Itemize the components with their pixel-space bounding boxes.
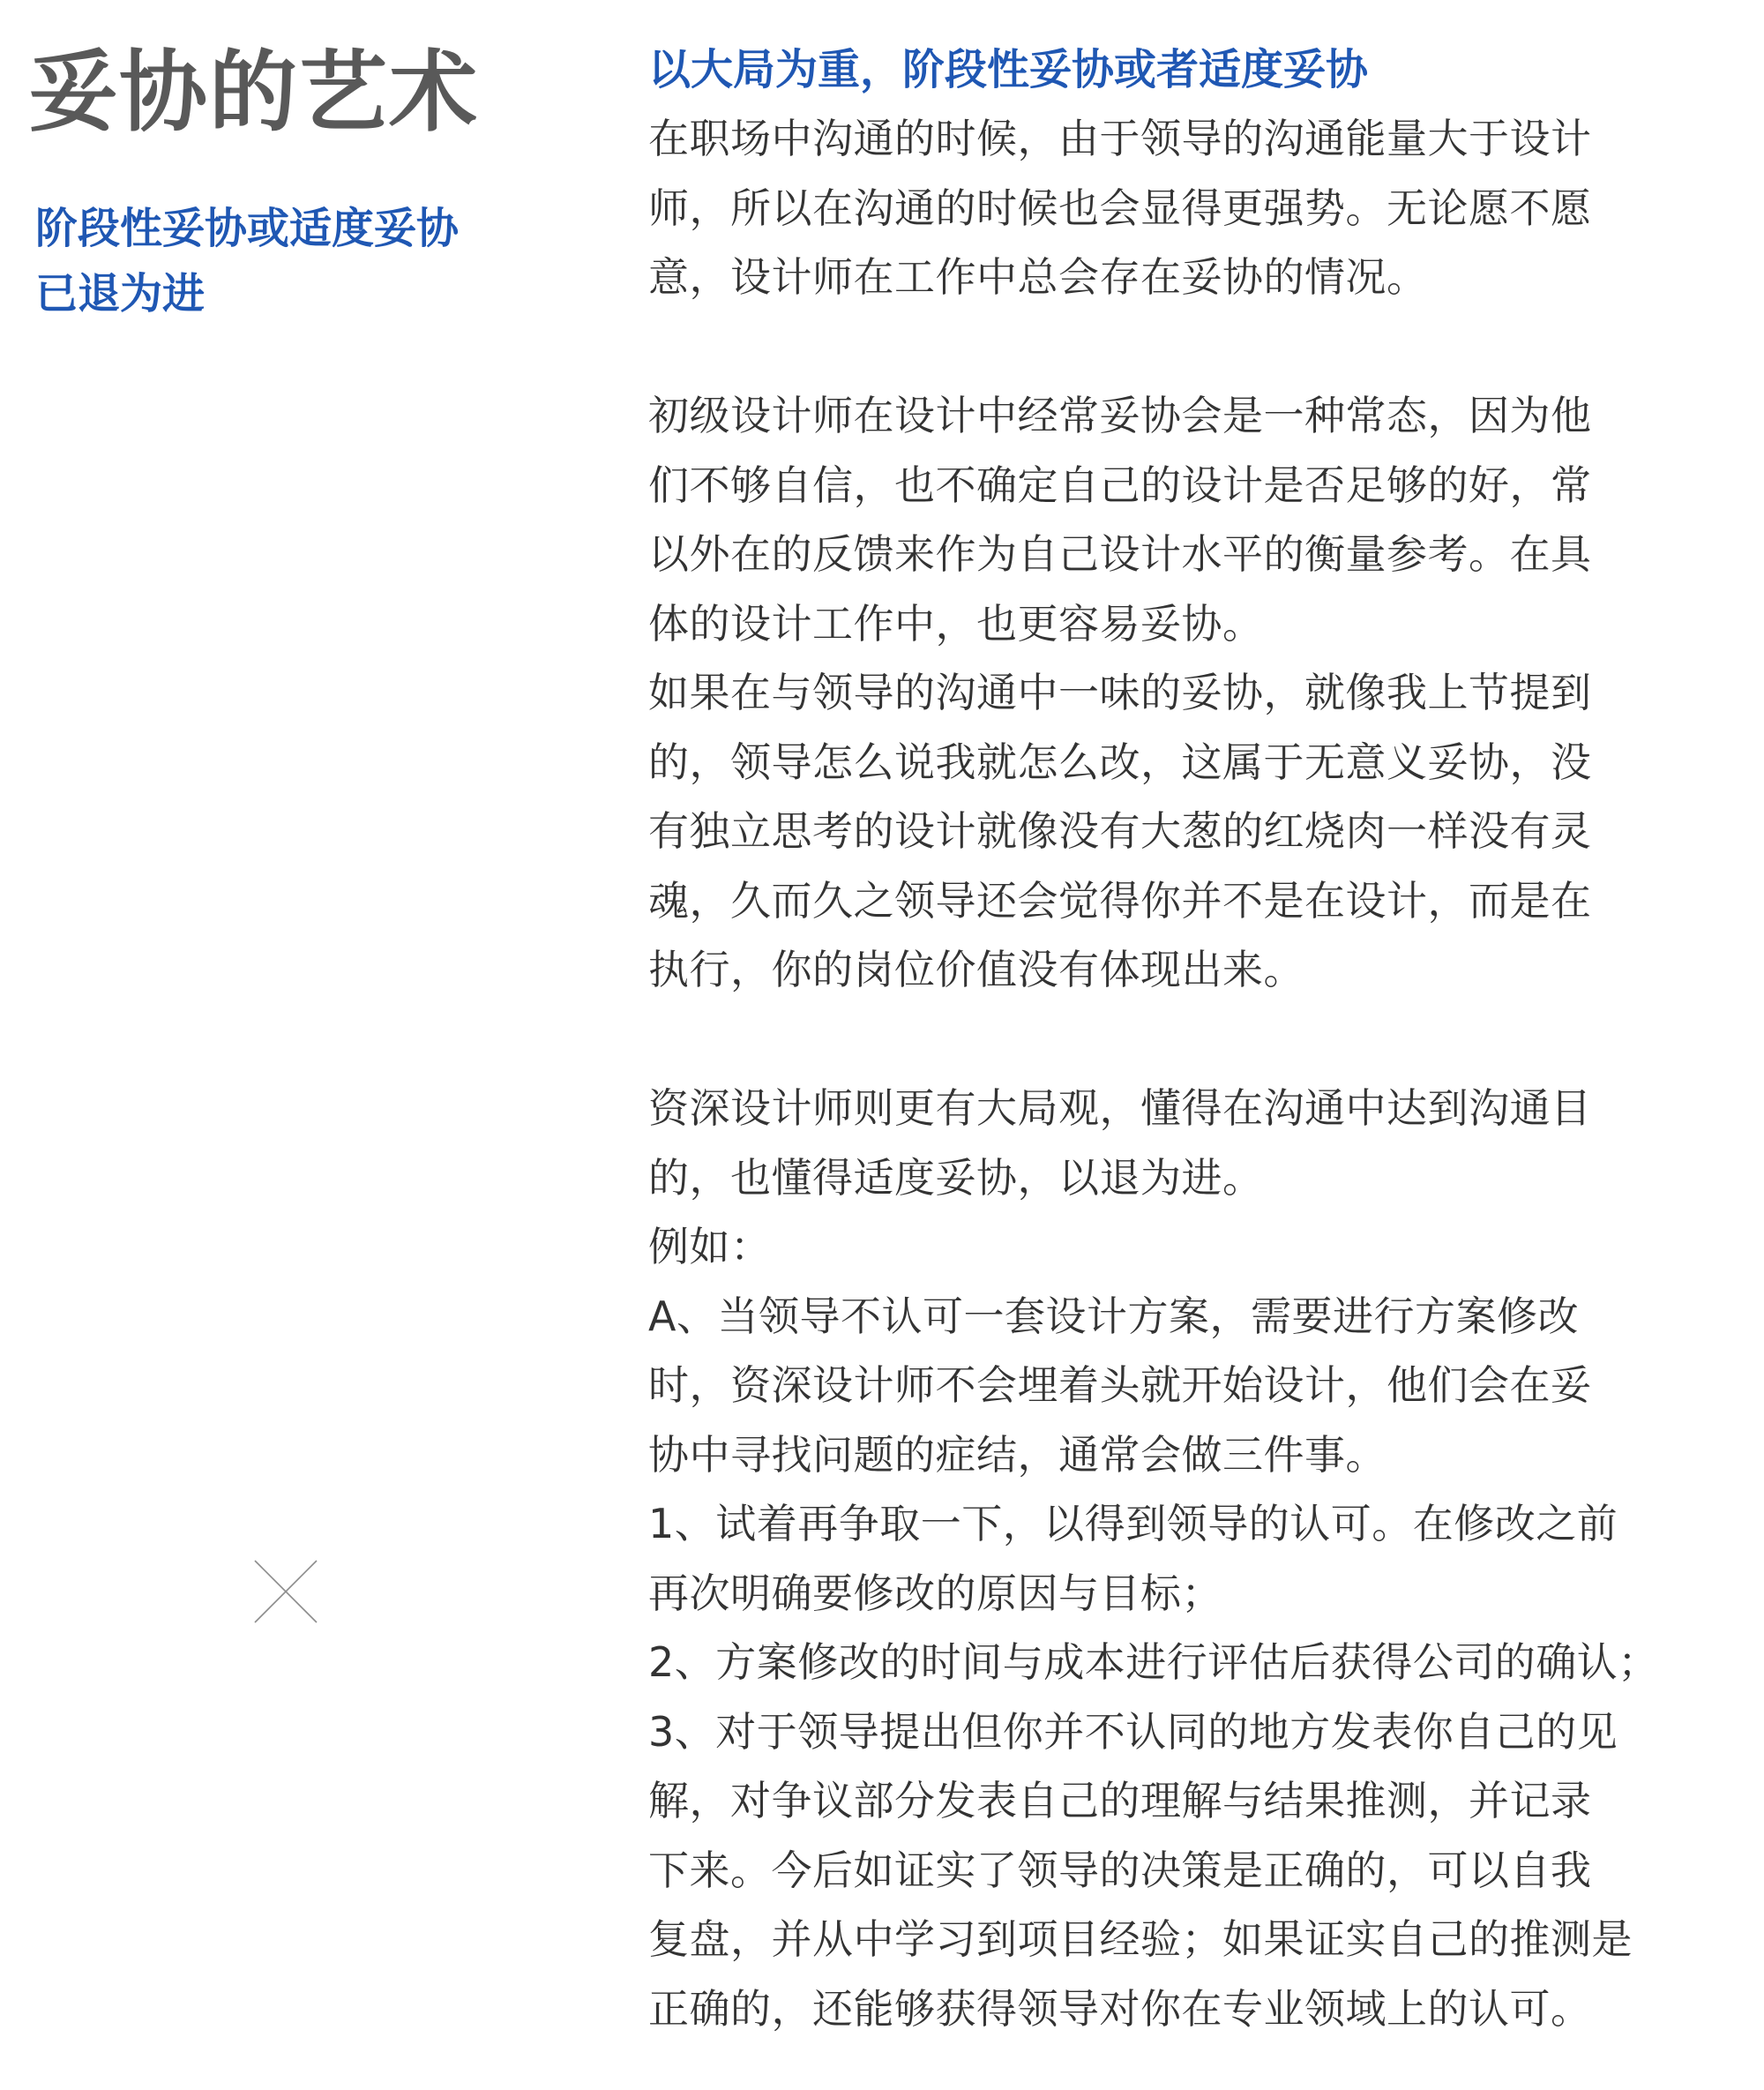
- page-title: 妥协的艺术: [29, 41, 479, 144]
- subtitle: [35, 196, 459, 326]
- body-text-line: 正确的，还能够获得领导对你在专业领域上的认可。: [648, 1984, 1592, 2033]
- body-text-line: 在职场中沟通的时候，由于领导的沟通能量大于设计: [648, 115, 1592, 162]
- article-body: [648, 104, 1742, 2043]
- body-text-line: 2、方案修改的时间与成本进行评估后获得公司的确认；: [648, 1638, 1659, 1686]
- body-text-line: 1、试着再争取一下，以得到领导的认可。在修改之前: [648, 1500, 1618, 1547]
- body-text-line: 体的设计工作中，也更容易妥协。: [648, 599, 1264, 648]
- body-text-line: A、当领导不认可一套设计方案，需要进行方案修改: [648, 1292, 1579, 1340]
- subtitle-line: 阶段性妥协或适度妥协: [35, 204, 460, 253]
- body-text-line: 时，资深设计师不会埋着头就开始设计，他们会在妥: [648, 1361, 1592, 1409]
- section-heading: 以大局为重，阶段性妥协或者适度妥协: [648, 45, 1369, 94]
- body-text-line: 师，所以在沟通的时候也会显得更强势。无论愿不愿: [648, 184, 1592, 232]
- body-text-line: 有独立思考的设计就像没有大葱的红烧肉一样没有灵: [648, 807, 1592, 855]
- body-text-line: 执行，你的岗位价值没有体现出来。: [648, 946, 1304, 993]
- body-text-line: 以外在的反馈来作为自己设计水平的衡量参考。在具: [648, 530, 1592, 578]
- body-text-line: 的，也懂得适度妥协，以退为进。: [648, 1153, 1264, 1202]
- body-text-line: 3、对于领导提出但你并不认同的地方发表你自己的见: [648, 1707, 1618, 1756]
- body-text-line: 资深设计师则更有大局观，懂得在沟通中达到沟通目: [648, 1084, 1592, 1132]
- body-text-line: 意，设计师在工作中总会存在妥协的情况。: [648, 253, 1428, 301]
- body-text-line: 再次明确要修改的原因与目标；: [648, 1569, 1222, 1617]
- subtitle-line: 已退为进: [35, 269, 206, 318]
- paragraph-gap: [648, 1005, 1742, 1075]
- body-text-line: 复盘，并从中学习到项目经验；如果证实自己的推测是: [648, 1915, 1633, 1963]
- body-text-line: 们不够自信，也不确定自己的设计是否足够的好，常: [648, 461, 1592, 509]
- close-icon: [254, 1560, 318, 1623]
- paragraph-gap: [648, 312, 1742, 382]
- body-text-line: 下来。今后如证实了领导的决策是正确的，可以自我: [648, 1846, 1592, 1894]
- body-text-line: 魂，久而久之领导还会觉得你并不是在设计，而是在: [648, 876, 1592, 925]
- body-text-line: 初级设计师在设计中经常妥协会是一种常态，因为他: [648, 392, 1592, 439]
- body-text-line: 的，领导怎么说我就怎么改，这属于无意义妥协，没: [648, 738, 1592, 786]
- body-text-line: 如果在与领导的沟通中一味的妥协，就像我上节提到: [648, 669, 1592, 716]
- body-text-line: 例如：: [648, 1223, 772, 1270]
- body-text-line: 解，对争议部分发表自己的理解与结果推测，并记录: [648, 1777, 1592, 1824]
- sidebar: [0, 0, 617, 2090]
- body-text-line: 协中寻找问题的症结，通常会做三件事。: [648, 1430, 1387, 1479]
- article: [648, 35, 1742, 2043]
